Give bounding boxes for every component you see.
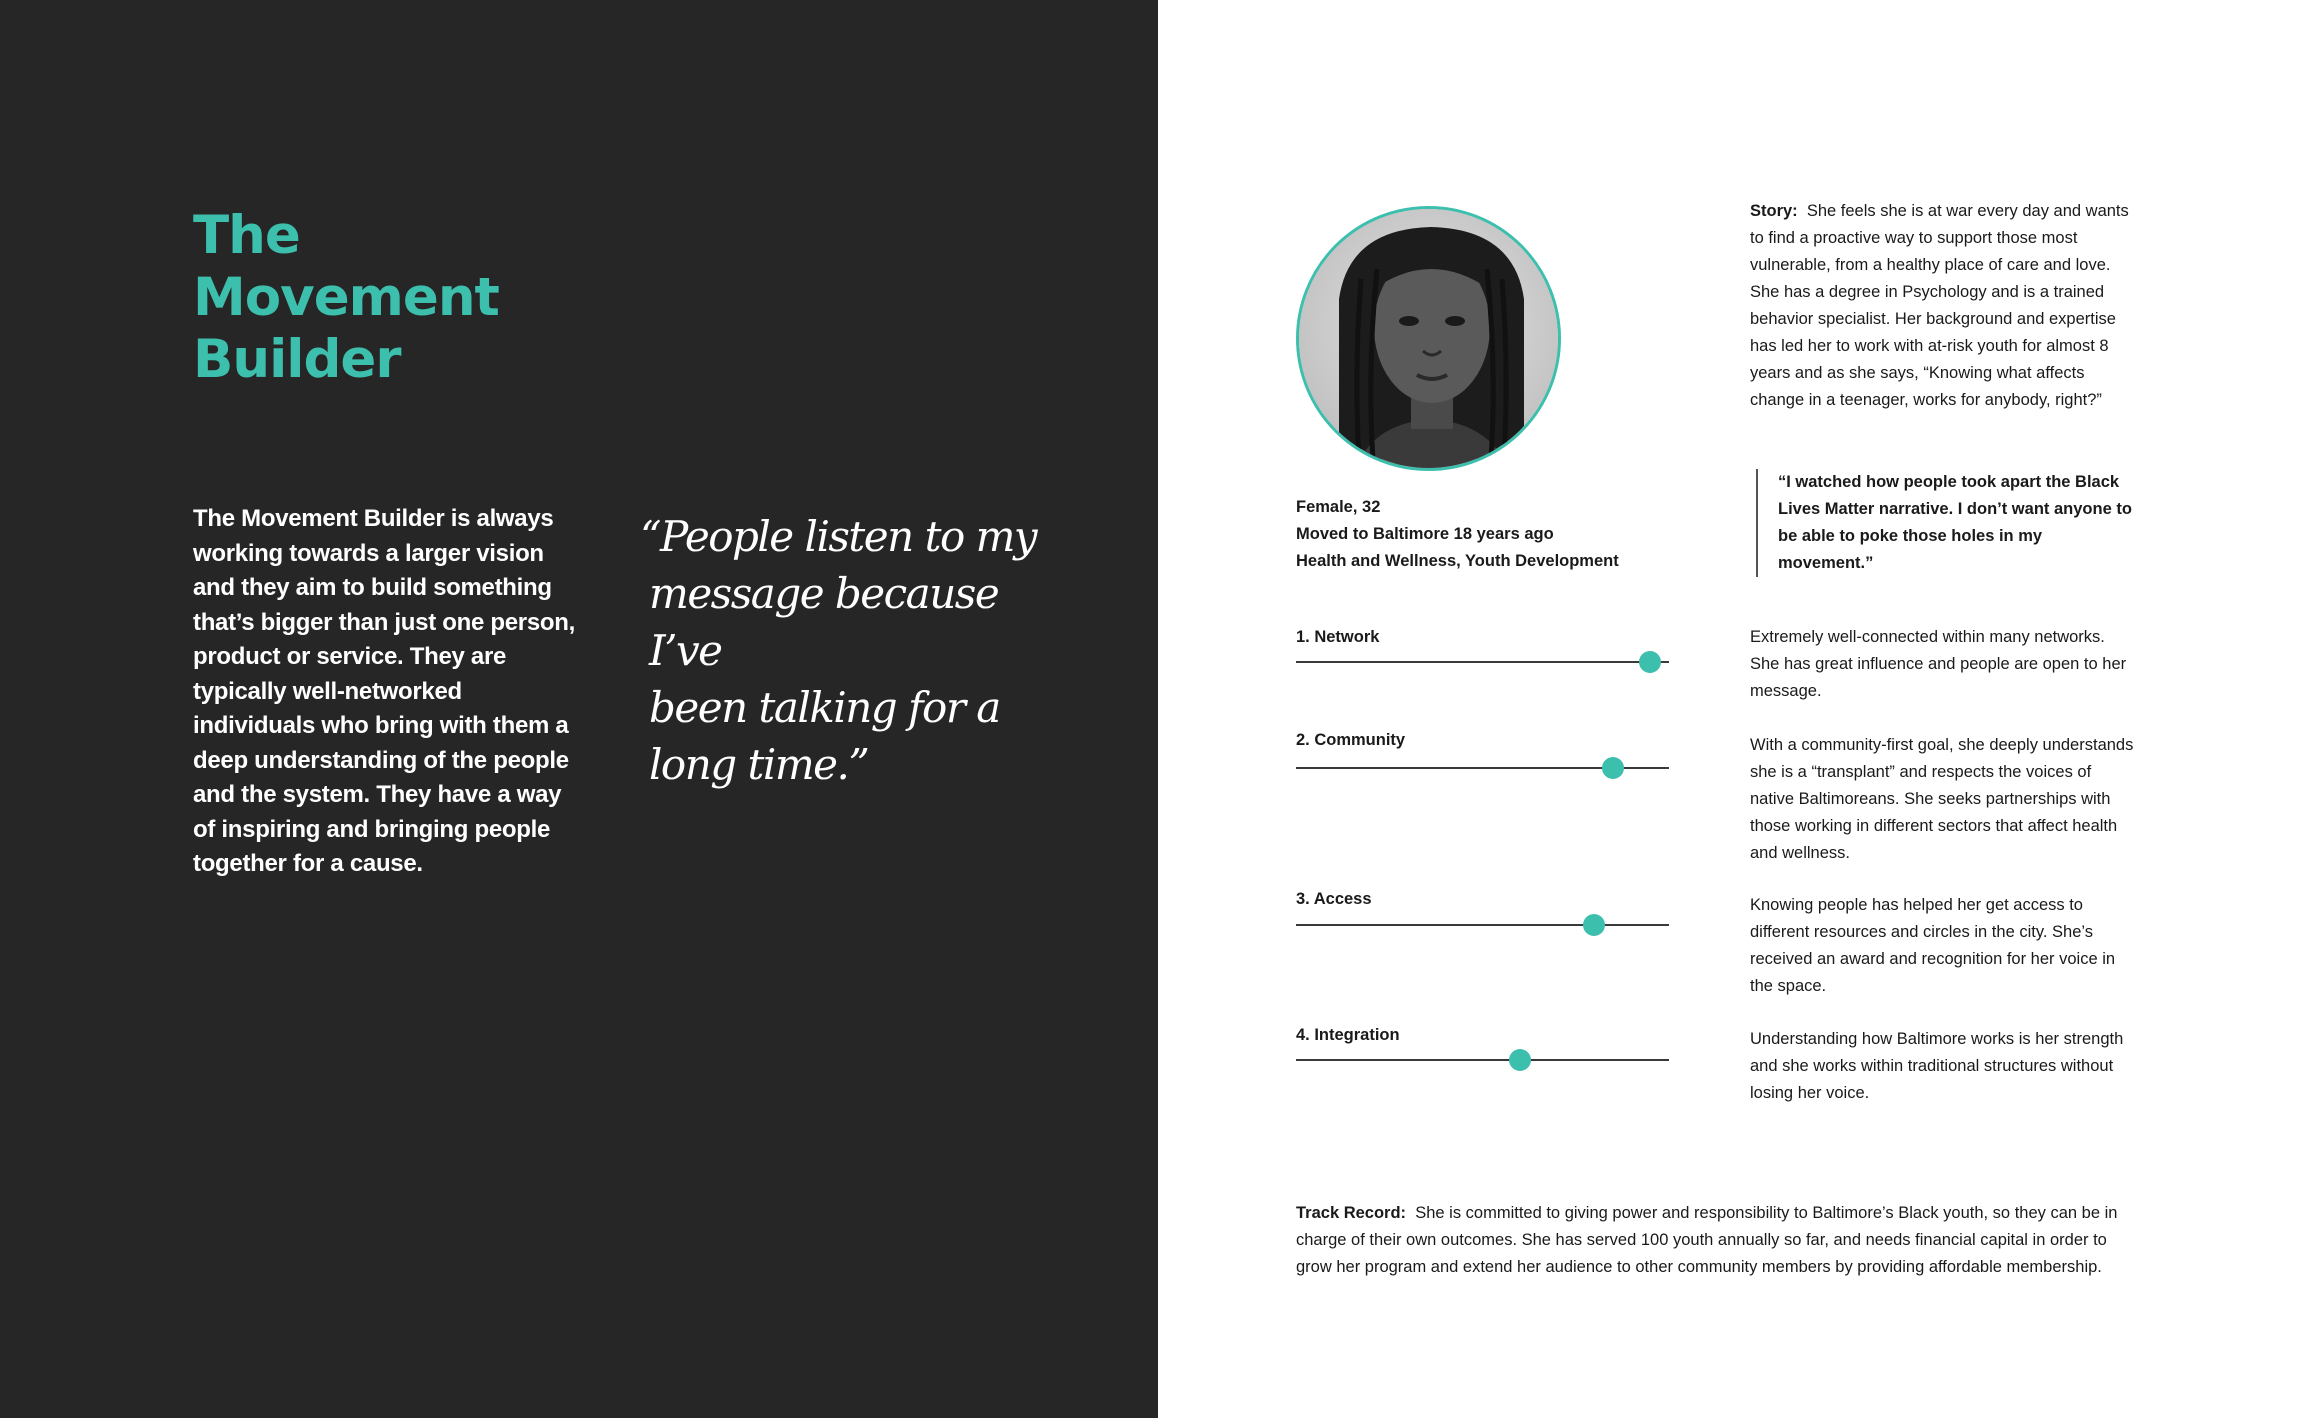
pull-quote bbox=[640, 508, 1040, 793]
demographics bbox=[1296, 494, 1716, 575]
slider-network bbox=[1296, 661, 1669, 663]
metric-label-community: 2. Community bbox=[1296, 731, 1406, 749]
persona-description: The Movement Builder is always working towards a larger vision and they aim to build something that’s bigger than just one person, product or service. They are typically well-networked individuals who bring with them a deep understanding of the people and the system. They have a way of inspiring and bringing people together for a cause. bbox=[193, 505, 575, 877]
track-record-label: Track Record: bbox=[1296, 1204, 1407, 1222]
title-line: The bbox=[193, 205, 300, 266]
slider-community bbox=[1296, 767, 1669, 769]
slider-knob-integration bbox=[1509, 1049, 1531, 1071]
portrait-illustration bbox=[1299, 209, 1561, 471]
pull-quote-line: “People listen to my bbox=[640, 512, 1037, 561]
story-label: Story: bbox=[1750, 202, 1798, 220]
demographic-gender-age: Female, 32 bbox=[1296, 498, 1381, 516]
metric-desc-community: With a community-first goal, she deeply understands she is a “transplant” and respects the voices of native Baltimoreans. She seeks partnerships with those working in different sectors that affect health and wellness. bbox=[1750, 736, 2134, 862]
persona-quote: “I watched how people took apart the Black Lives Matter narrative. I don’t want anyone to be able to poke those holes in my movement.” bbox=[1756, 469, 2136, 577]
slider-integration bbox=[1296, 1059, 1669, 1061]
persona-portrait bbox=[1296, 206, 1561, 471]
pull-quote-line: been talking for a bbox=[649, 683, 1000, 732]
slider-access bbox=[1296, 924, 1669, 926]
title-line: Builder bbox=[193, 329, 401, 390]
demographic-sector: Health and Wellness, Youth Development bbox=[1296, 552, 1619, 570]
metric-label-network: 1. Network bbox=[1296, 628, 1380, 646]
metric-desc-integration: Understanding how Baltimore works is her strength and she works within traditional structures without losing her voice. bbox=[1750, 1030, 2124, 1102]
story-text: She feels she is at war every day and wants to find a proactive way to support those most vulnerable, from a healthy place of care and love. She has a degree in Psychology and is a trained behavior specialist. Her background and expertise has led her to work with at-risk youth for almost 8 years and as she says, “Knowing what affects change in a teenager, works for anybody, right?” bbox=[1750, 202, 2129, 409]
demographic-residence: Moved to Baltimore 18 years ago bbox=[1296, 525, 1554, 543]
pull-quote-line: message because I’ve bbox=[649, 569, 999, 675]
metric-desc-network: Extremely well-connected within many networks. She has great influence and people are open to her message. bbox=[1750, 628, 2127, 700]
title-line: Movement bbox=[193, 267, 499, 328]
track-record-text: She is committed to giving power and responsibility to Baltimore’s Black youth, so they can be in charge of their own outcomes. She has served 100 youth annually so far, and needs financial capital in order to grow her program and extend her audience to other community members by providing affordable membership. bbox=[1296, 1204, 2118, 1276]
pull-quote-line: long time.” bbox=[649, 740, 869, 789]
metric-label-integration: 4. Integration bbox=[1296, 1026, 1400, 1044]
story bbox=[1750, 198, 2135, 414]
slider-knob-community bbox=[1602, 757, 1624, 779]
metric-desc-access: Knowing people has helped her get access to different resources and circles in the city. She’s received an award and recognition for her voice in the space. bbox=[1750, 896, 2116, 995]
track-record bbox=[1296, 1200, 2126, 1281]
persona-title bbox=[193, 205, 613, 391]
metric-label-access: 3. Access bbox=[1296, 890, 1372, 908]
